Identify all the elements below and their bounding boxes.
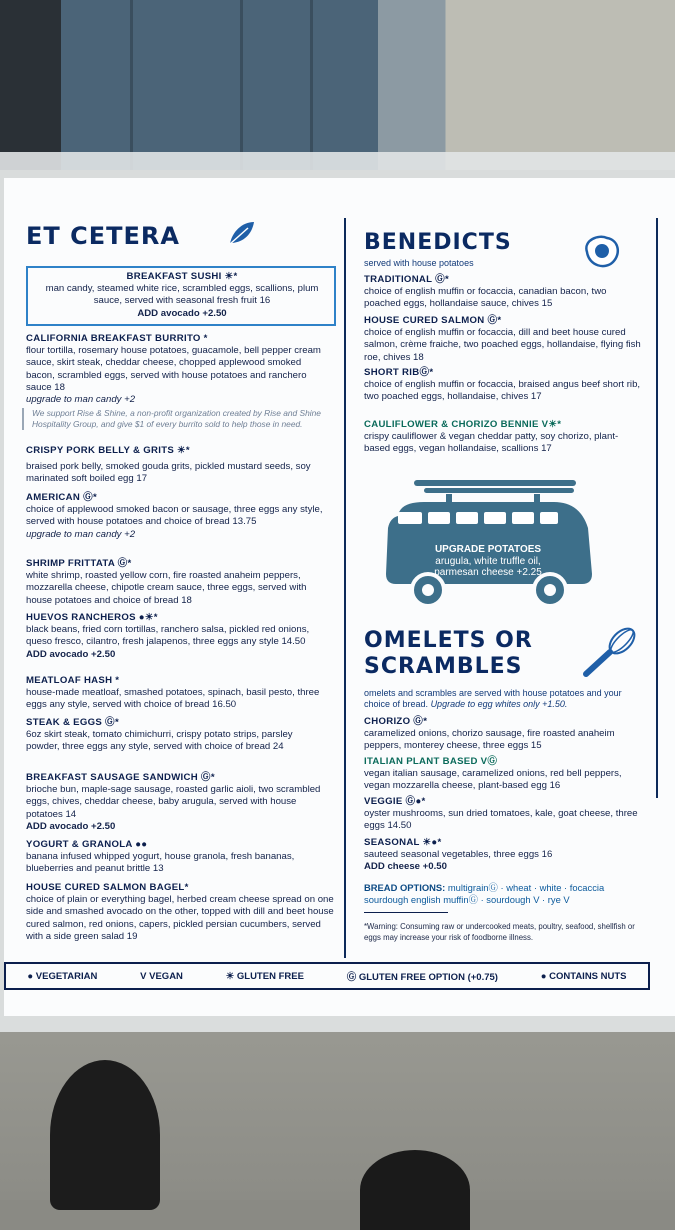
- benedicts-subtitle: served with house potatoes: [364, 258, 474, 268]
- omelets-title-line: SCRAMBLES: [364, 654, 523, 679]
- wall-plank: [310, 0, 313, 170]
- bread-label: BREAD OPTIONS:: [364, 882, 446, 893]
- item-name: VEGGIE Ⓖ●*: [364, 796, 426, 807]
- item-desc: banana infused whipped yogurt, house granola, fresh bananas, blueberries and peanut brittle 13: [26, 851, 295, 875]
- bread-options: [364, 882, 652, 906]
- upgrade-title: UPGRADE POTATOES: [434, 544, 542, 555]
- menu-item: [26, 558, 326, 607]
- background-wall: [0, 0, 675, 170]
- item-upgrade: upgrade to man candy +2: [26, 528, 136, 540]
- item-name: CHORIZO Ⓖ*: [364, 716, 428, 727]
- menu-item: [364, 756, 644, 793]
- wall-plank: [240, 0, 243, 170]
- omelets-subtitle: [364, 688, 634, 710]
- item-name: BREAKFAST SAUSAGE SANDWICH Ⓖ*: [26, 772, 215, 783]
- item-name: HOUSE CURED SALMON BAGEL*: [26, 882, 189, 893]
- menu-item-breakfast-sushi: [34, 271, 330, 320]
- item-desc: brioche bun, maple-sage sausage, roasted garlic aioli, two scrambled eggs, chives, cheddar cheese, baby arugula, served with house potatoes 14: [26, 784, 321, 820]
- menu-item: [26, 445, 326, 486]
- item-desc: man candy, steamed white rice, scrambled eggs, scallions, plum sauce, served with seasonal fresh fruit 16: [45, 283, 319, 307]
- menu-item: [26, 882, 336, 943]
- item-desc: black beans, fried corn tortillas, ranchero salsa, pickled red onions, queso fresco, cilantro, fresh jalapenos, three eggs any style 14.50: [26, 624, 310, 648]
- food-warning: *Warning: Consuming raw or undercooked meats, poultry, seafood, shellfish or eggs may increase your risk of foodborne illness.: [364, 922, 635, 942]
- item-name: SHRIMP FRITTATA Ⓖ*: [26, 558, 132, 569]
- legend-gluten-free: ☀ GLUTEN FREE: [225, 970, 304, 982]
- item-name: AMERICAN Ⓖ*: [26, 492, 97, 503]
- section-title-etcetera: ET CETERA: [26, 222, 180, 250]
- item-desc: choice of english muffin or focaccia, dill and beet house cured salmon, crème fraiche, two poached eggs, hollandaise, flying fish roe, chives 18: [364, 327, 641, 363]
- charity-note: We support Rise & Shine, a non-profit organization created by Rise and Shine Hospitality Group, and give $1 of every burrito sold to help those in need.: [22, 408, 332, 430]
- menu-item: [26, 675, 326, 712]
- upgrade-potatoes-label: [404, 544, 572, 579]
- menu-item: [364, 315, 644, 364]
- item-name: BREAKFAST SUSHI ☀*: [126, 271, 238, 282]
- wall-plank: [130, 0, 133, 170]
- item-desc: choice of applewood smoked bacon or sausage, three eggs any style, served with house potatoes and choice of bread 13.75: [26, 504, 323, 528]
- item-desc: choice of english muffin or focaccia, canadian bacon, two poached eggs, hollandaise sauce, chives 15: [364, 286, 607, 310]
- omelets-sub-upgrade: Upgrade to egg whites only +1.50.: [430, 699, 568, 709]
- item-name: SHORT RIBⒼ*: [364, 367, 434, 378]
- menu-item: [26, 612, 326, 661]
- item-name: ITALIAN PLANT BASED VⒼ: [364, 756, 498, 767]
- bread-line: sourdough english muffinⒼ · sourdough V · rye V: [364, 894, 570, 905]
- column-divider: [344, 218, 346, 958]
- item-name: STEAK & EGGS Ⓖ*: [26, 717, 119, 728]
- menu-item: [364, 716, 644, 753]
- menu-page: [4, 178, 675, 1016]
- omelets-sub-text: omelets and scrambles are served with house potatoes and your choice of bread.: [364, 688, 622, 709]
- item-name: CAULIFLOWER & CHORIZO BENNIE V☀*: [364, 419, 562, 430]
- item-add: ADD avocado +2.50: [26, 648, 116, 660]
- fried-egg-icon: [581, 234, 621, 270]
- item-desc: oyster mushrooms, sun dried tomatoes, kale, goat cheese, three eggs 14.50: [364, 808, 638, 832]
- item-name: HOUSE CURED SALMON Ⓖ*: [364, 315, 502, 326]
- item-name: MEATLOAF HASH *: [26, 675, 120, 686]
- item-name: CRISPY PORK BELLY & GRITS ☀*: [26, 445, 190, 456]
- section-title-benedicts: BENEDICTS: [364, 230, 512, 255]
- menu-item: [364, 274, 644, 311]
- item-name: TRADITIONAL Ⓖ*: [364, 274, 450, 285]
- legend-vegan: V VEGAN: [140, 970, 183, 982]
- legend-gf-option: Ⓖ GLUTEN FREE OPTION (+0.75): [346, 972, 498, 983]
- item-name: SEASONAL ☀●*: [364, 837, 442, 848]
- item-name: CALIFORNIA BREAKFAST BURRITO *: [26, 333, 208, 344]
- item-desc: caramelized onions, chorizo sausage, fire roasted anaheim peppers, monterey cheese, three eggs 15: [364, 728, 615, 752]
- item-add: ADD avocado +2.50: [137, 307, 227, 319]
- menu-item: [26, 717, 326, 754]
- item-desc: white shrimp, roasted yellow corn, fire roasted anaheim peppers, mozzarella cheese, chipotle cream sauce, three eggs, served with house potatoes and choice of bread 18: [26, 570, 307, 606]
- omelets-title-line: OMELETS OR: [364, 628, 533, 653]
- item-desc: choice of plain or everything bagel, herbed cream cheese spread on one side and smashed avocado on the other, topped with dill and beet house cured salmon, red onions, capers, pickled persian cucumbers, served with a side green salad 19: [26, 894, 334, 942]
- separator-line: [364, 912, 448, 913]
- item-add: ADD cheese +0.50: [364, 861, 447, 873]
- item-desc: braised pork belly, smoked gouda grits, pickled mustard seeds, soy marinated soft boiled egg 17: [26, 461, 311, 485]
- bread-line: multigrainⒼ · wheat · white · focaccia: [447, 882, 605, 893]
- menu-item: [26, 839, 326, 876]
- legend-vegetarian: ● VEGETARIAN: [27, 970, 98, 982]
- legend-contains-nuts: ● CONTAINS NUTS: [540, 970, 627, 982]
- whisk-icon: [582, 626, 640, 678]
- leaf-icon: [226, 218, 256, 248]
- menu-item: [364, 419, 644, 456]
- menu-item: [26, 772, 326, 833]
- upgrade-desc: parmesan cheese +2.25: [434, 567, 542, 578]
- item-name: YOGURT & GRANOLA ●●: [26, 839, 148, 850]
- item-desc: sauteed seasonal vegetables, three eggs 16: [364, 849, 553, 861]
- item-desc: vegan italian sausage, caramelized onions, red bell peppers, vegan mozzarella cheese, plant-based egg 16: [364, 768, 622, 792]
- menu-item: [364, 367, 644, 404]
- item-add: ADD avocado +2.50: [26, 820, 116, 832]
- menu-item: [26, 333, 326, 406]
- item-upgrade: upgrade to man candy +2: [26, 394, 136, 406]
- column-divider: [656, 218, 658, 798]
- item-desc: crispy cauliflower & vegan cheddar patty, soy chorizo, plant-based eggs, vegan hollandaise, scallions 17: [364, 431, 619, 455]
- shoe: [50, 1060, 160, 1210]
- item-desc: 6oz skirt steak, tomato chimichurri, crispy potato strips, parsley powder, three eggs any style, served with choice of bread 24: [26, 729, 293, 753]
- menu-item: [364, 837, 644, 874]
- menu-item: [364, 796, 644, 833]
- upgrade-desc: arugula, white truffle oil,: [435, 555, 541, 567]
- legend-bar: [4, 962, 650, 990]
- item-name: HUEVOS RANCHEROS ●☀*: [26, 612, 158, 623]
- shoe: [360, 1150, 470, 1230]
- item-desc: house-made meatloaf, smashed potatoes, spinach, basil pesto, three eggs any style, served with choice of bread 16.50: [26, 687, 320, 711]
- item-desc: flour tortilla, rosemary house potatoes, guacamole, bell pepper cream sauce, skirt steak, cheddar cheese, chopped applewood smoked bacon, scrambled eggs, served with house potatoes and ranchero sauce 18: [26, 345, 321, 393]
- item-desc: choice of english muffin or focaccia, braised angus beef short rib, two poached eggs, hollandaise, chives 17: [364, 379, 641, 403]
- section-title-omelets: [364, 628, 533, 680]
- menu-item: [26, 492, 326, 541]
